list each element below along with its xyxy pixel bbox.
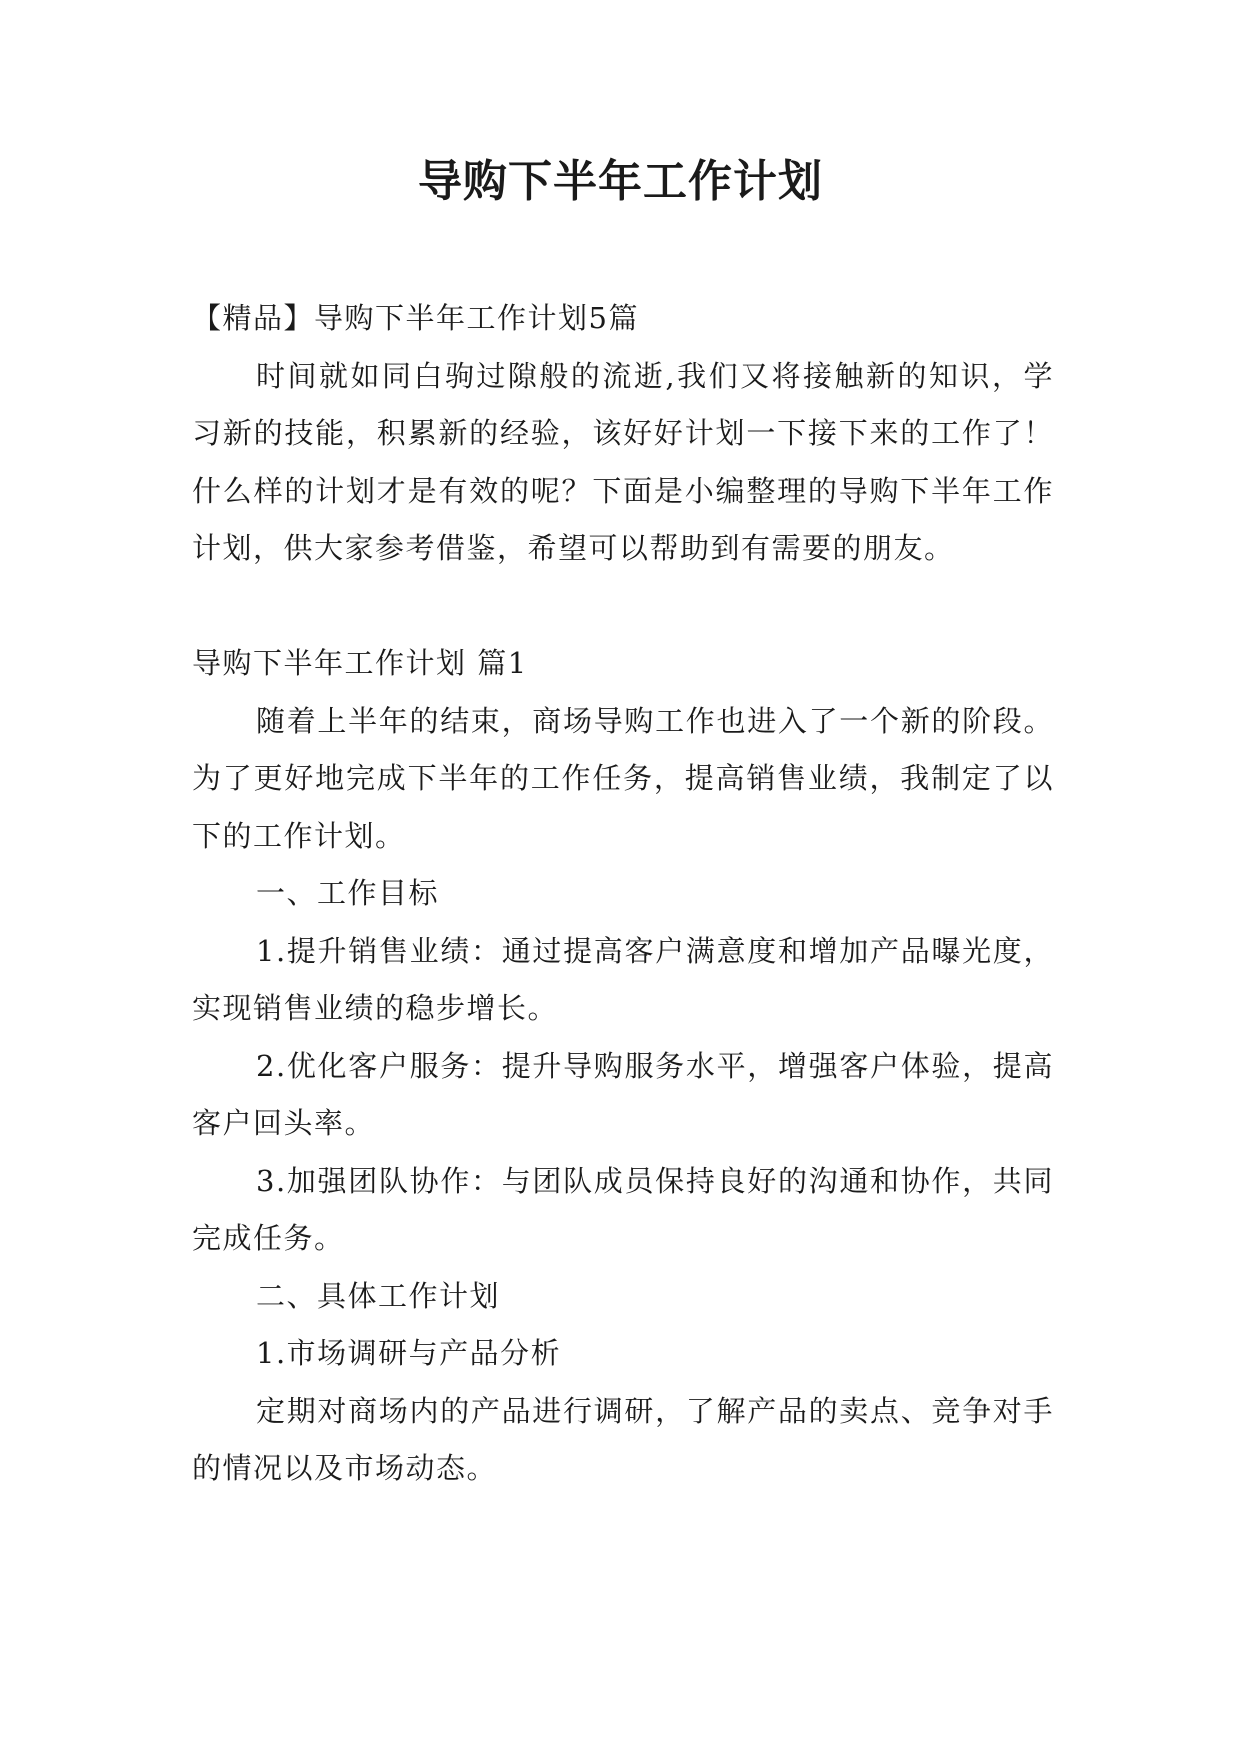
goal-item: 3.加强团队协作：与团队成员保持良好的沟通和协作，共同完成任务。 bbox=[192, 1163, 1054, 1255]
document-subtitle: 【精品】导购下半年工作计划5篇 bbox=[192, 301, 639, 335]
document-title: 导购下半年工作计划 bbox=[418, 156, 823, 207]
intro-paragraph: 时间就如同白驹过隙般的流逝,我们又将接触新的知识，学习新的技能，积累新的经验，该好好计划一下接下来的工作了！什么样的计划才是有效的呢？下面是小编整理的导购下半年工作计划，供大家参考借鉴，希望可以帮助到有需要的朋友。 bbox=[192, 358, 1054, 565]
plan-paragraph: 定期对商场内的产品进行调研，了解产品的卖点、竞争对手的情况以及市场动态。 bbox=[192, 1393, 1054, 1485]
goal-item: 2.优化客户服务：提升导购服务水平，增强客户体验，提高客户回头率。 bbox=[192, 1048, 1054, 1140]
section-paragraph: 随着上半年的结束，商场导购工作也进入了一个新的阶段。为了更好地完成下半年的工作任务，提高销售业绩，我制定了以下的工作计划。 bbox=[192, 703, 1054, 853]
plan-subheading: 1.市场调研与产品分析 bbox=[256, 1336, 562, 1370]
goal-item: 1.提升销售业绩：通过提高客户满意度和增加产品曝光度，实现销售业绩的稳步增长。 bbox=[192, 933, 1054, 1025]
section-heading: 导购下半年工作计划 篇1 bbox=[192, 646, 528, 680]
goals-heading: 一、工作目标 bbox=[256, 876, 440, 910]
plan-heading: 二、具体工作计划 bbox=[256, 1278, 501, 1313]
document-body bbox=[192, 290, 1054, 1498]
paragraph-gap bbox=[192, 578, 1054, 636]
